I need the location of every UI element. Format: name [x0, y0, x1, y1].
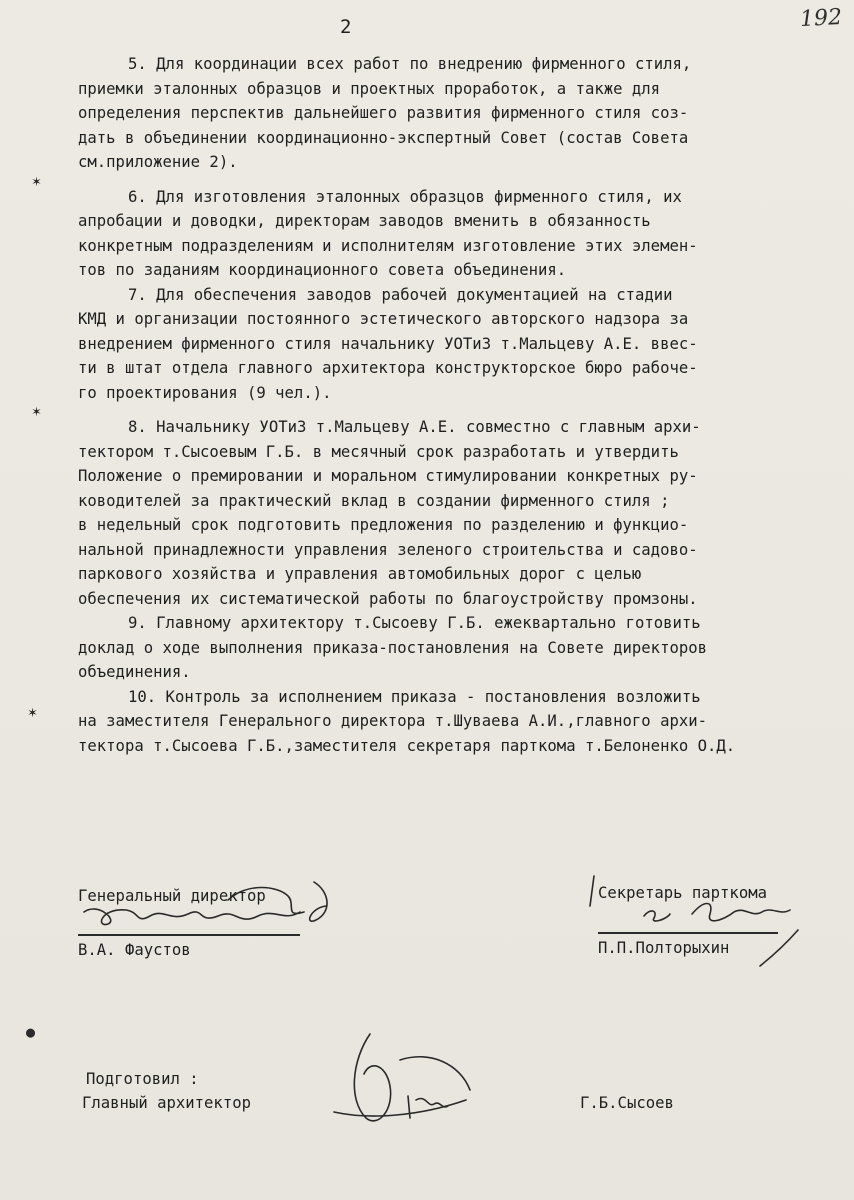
text-line: тектора т.Сысоева Г.Б.,заместителя секретаря парткома т.Белоненко О.Д. — [78, 736, 736, 755]
text-line: определения перспектив дальнейшего развития фирменного стиля соз- — [78, 104, 689, 122]
director-name: В.А. Фаустов — [78, 941, 191, 959]
margin-mark: ● — [26, 1023, 36, 1041]
text-line: 8. Начальнику УОТиЗ т.Мальцеву А.Е. совместно с главным архи- — [128, 418, 701, 436]
paragraph-8 — [78, 415, 818, 611]
margin-mark: ✶ — [32, 402, 42, 420]
text-line: объединения. — [78, 663, 191, 681]
archive-number: 192 — [799, 4, 843, 33]
text-line: ководителей за практический вклад в создании фирменного стиля ; — [78, 491, 670, 510]
text-line: на заместителя Генерального директора т.Шуваева А.И.,главного архи- — [78, 712, 708, 730]
page-number: 2 — [340, 16, 352, 38]
director-signature — [78, 872, 338, 942]
paragraph-10 — [78, 685, 818, 759]
paragraph-6 — [78, 185, 818, 283]
text-line: Положение о премировании и моральном стимулировании конкретных ру- — [78, 467, 698, 485]
paragraph-9 — [78, 611, 818, 685]
text-line: апробации и доводки, директорам заводов вменить в обязанность — [78, 212, 651, 230]
prepared-title: Главный архитектор — [82, 1094, 251, 1112]
text-line: приемки эталонных образцов и проектных проработок, а также для — [78, 79, 661, 98]
architect-signature — [330, 1030, 480, 1130]
secretary-name: П.П.Полторыхин — [598, 939, 730, 957]
text-line: нальной принадлежности управления зеленого строительства и садово- — [78, 540, 698, 559]
prepared-name: Г.Б.Сысоев — [580, 1094, 674, 1112]
text-line: обеспечения их систематической работы по благоустройству промзоны. — [78, 589, 698, 608]
margin-mark: ✶ — [32, 172, 42, 190]
director-title: Генеральный директор — [78, 887, 266, 905]
document-body — [78, 52, 818, 758]
text-line: паркового хозяйства и управления автомобильных дорог с целью — [78, 565, 642, 583]
text-line: тектором т.Сысоевым Г.Б. в месячный срок разработать и утвердить — [78, 442, 679, 461]
secretary-title: Секретарь парткома — [598, 884, 767, 902]
prepared-label: Подготовил : — [86, 1070, 199, 1088]
text-line: в недельный срок подготовить предложения по разделению и функцио- — [78, 516, 689, 534]
text-line: 5. Для координации всех работ по внедрению фирменного стиля, — [128, 55, 692, 73]
margin-mark: ✶ — [28, 703, 38, 721]
text-line: тов по заданиям координационного совета объединения. — [78, 261, 567, 279]
text-line: доклад о ходе выполнения приказа-постановления на Совете директоров — [78, 638, 708, 657]
text-line: см.приложение 2). — [78, 153, 238, 171]
text-line: внедрением фирменного стиля начальнику УОТиЗ т.Мальцеву А.Е. ввес- — [78, 334, 698, 353]
text-line: КМД и организации постоянного эстетического авторского надзора за — [78, 310, 689, 328]
paragraph-5 — [78, 52, 818, 175]
text-line: конкретным подразделениям и исполнителям изготовление этих элемен- — [78, 236, 698, 255]
text-line: 10. Контроль за исполнением приказа - постановления возложить — [128, 687, 701, 706]
text-line: 9. Главному архитектору т.Сысоеву Г.Б. ежеквартально готовить — [128, 614, 701, 632]
text-line: дать в объединении координационно-экспертный Совет (состав Совета — [78, 128, 689, 147]
text-line: го проектирования (9 чел.). — [78, 383, 332, 402]
text-line: 7. Для обеспечения заводов рабочей документацией на стадии — [128, 285, 673, 304]
paragraph-7 — [78, 283, 818, 406]
text-line: 6. Для изготовления эталонных образцов фирменного стиля, их — [128, 187, 682, 206]
text-line: ти в штат отдела главного архитектора конструкторское бюро рабоче- — [78, 359, 698, 377]
secretary-signature — [584, 870, 814, 970]
